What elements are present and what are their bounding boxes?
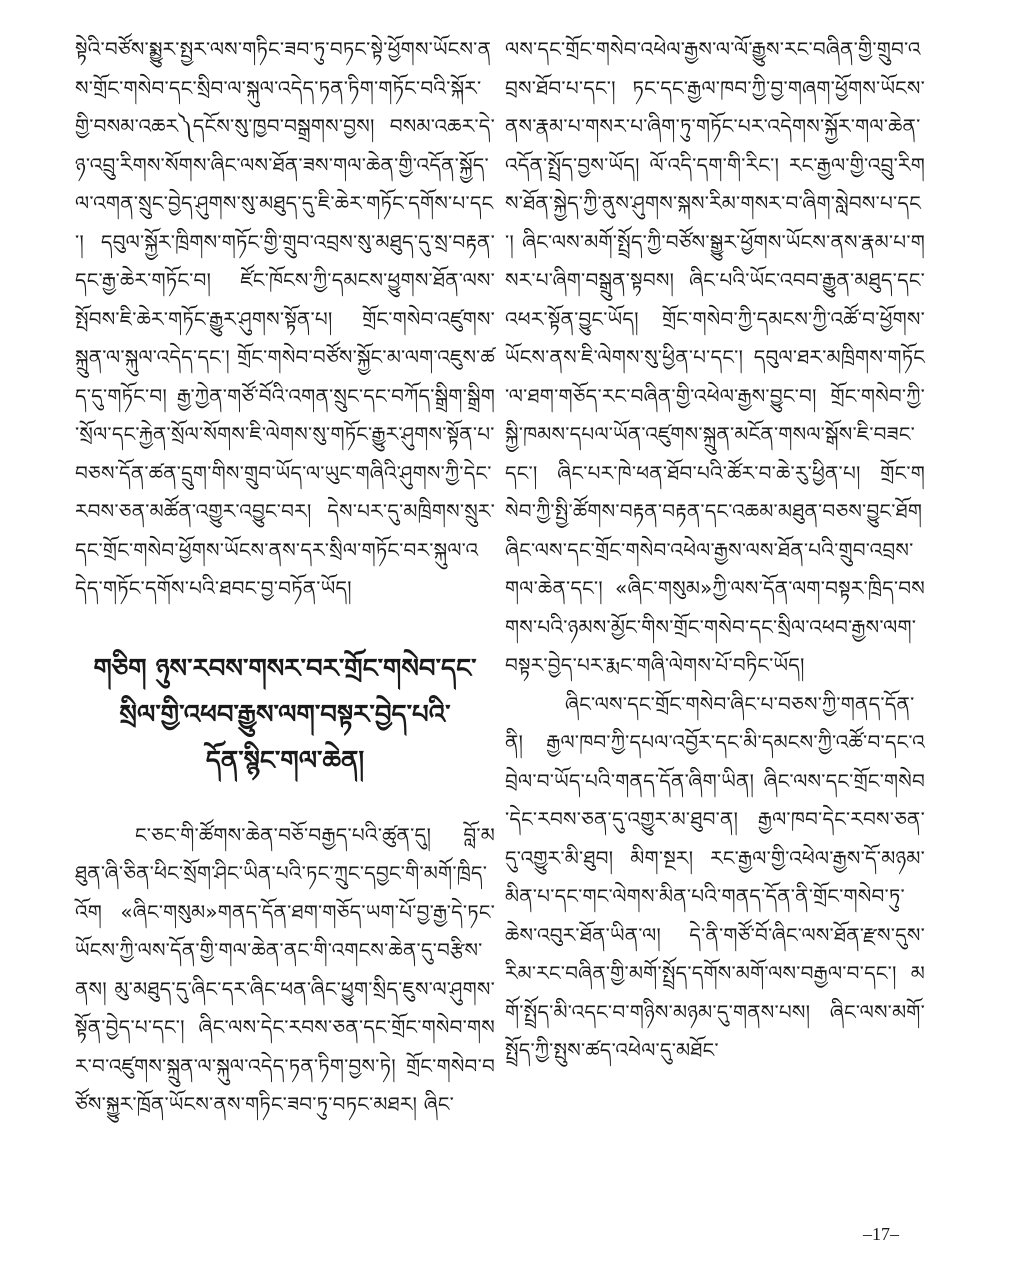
body-paragraph: ལས་དང་གྲོང་གསེབ་འཕེལ་རྒྱས་ལ་ལོ་རྒྱུས་རང་བཞིན་གྱི་གྲུབ་འབྲས་ཐོབ་པ་དང་། ཏང་དང་རྒྱལ་ཁབ་ཀྱི་བྱ་གཞག་ཕྱོགས་ཡོངས་ནས་རྣམ་པ་གསར་པ་ཞིག་ཏུ་གཏོང་པར་འདེགས་སྐྱོར་གལ་ཆེན་འདོན་སྤྲོད་བྱས་ཡོད། ལོ་འདི་དག་གི་རིང་། རང་རྒྱལ་གྱི་འབྲུ་རིགས་ཐོན་སྐྱེད་ཀྱི་ནུས་ཤུགས་སྐས་རིམ་གསར་བ་ཞིག་སླེབས་པ་དང་། ཞིང་ལས་མགོ་སྤྲོད་ཀྱི་བཙོས་སྒྱུར་ཕྱོགས་ཡོངས་ནས་རྣམ་པ་གསར་པ་ཞིག་བསྒྲུན་སྟབས། ཞིང་པའི་ཡོང་འབབ་རྒྱུན་མཐུད་དང་འཕར་སྟོན་བྱུང་ཡོད། གྲོང་གསེབ་ཀྱི་དམངས་ཀྱི་འཚོ་བ་ཕྱོགས་ཡོངས་ནས་ཇི་ལེགས་སུ་ཕྱིན་པ་དང་། དབུལ་ཐར་མཁྲིགས་གཏོང་ལ་ཐག་གཅོད་རང་བཞིན་གྱི་འཕེལ་རྒྱས་བྱུང་བ། གྲོང་གསེབ་ཀྱི་སྐྱི་ཁམས་དཔལ་ཡོན་འཛུགས་སྐྲུན་མངོན་གསལ་སྒོས་ཇི་བཟང་དང་། ཞིང་པར་ཁེ་ཕན་ཐོབ་པའི་ཚོར་བ་ཆེ་རུ་ཕྱིན་པ། གྲོང་གསེབ་ཀྱི་སྤྱི་ཚོགས་བརྟན་བརྟན་དང་འཆམ་མཐུན་བཅས་བྱུང་ཐོག ཞིང་ལས་དང་གྲོང་གསེབ་འཕེལ་རྒྱས་ལས་ཐོན་པའི་གྲུབ་འབྲས་གལ་ཆེན་དང་། «ཞིང་གསུམ»ཀྱི་ལས་དོན་ལག་བསྟར་ཁྲིད་བསགས་པའི་ཉམས་མྱོང་གིས་གྲོང་གསེབ་དང་སྲིལ་འཕབ་རྒྱས་ལག་བསྟར་བྱེད་པར་རྨང་གཞི་ལེགས་པོ་བཏིང་ཡོད། [505,37,925,677]
left-column [75,30,495,1124]
heading-line: དོན་སྙིང་གལ་ཆེན། [205,745,365,776]
section-heading [75,646,495,784]
body-paragraph: སྟེའི་བཙོས་སྨྱུར་སྤྱར་ལས་གཏིང་ཟབ་ཏུ་བཏང་སྟེ་ཕྱོགས་ཡོངས་ནས་གྲོང་གསེབ་དང་སྲིབ་ལ་སྐུལ་འདེད་ཏན་ཏིག་གཏོང་བའི་སྐོར་གྱི་བསམ་འཆར༽དངོས་སུ་ཁྱབ་བསྒྲགས་བྱས། བསམ་འཆར་དེ་ཉ་འབྲུ་རིགས་སོགས་ཞིང་ལས་ཐོན་ཟས་གལ་ཆེན་གྱི་འདོན་སྐྱོད་ལ་འགན་སྲུང་བྱེད་ཤུགས་སུ་མཐུད་དུ་ཇི་ཆེར་གཏོང་དགོས་པ་དང་། དབུལ་སྐྱོར་ཁྲིགས་གཏོང་གྱི་གྲུབ་འབྲས་སུ་མཐུད་དུ་སྲ་བརྟན་དང་རྒྱ་ཆེར་གཏོང་བ། ཛོང་ཁོངས་ཀྱི་དམངས་ཕྱུགས་ཐོན་ལས་སྤོབས་ཇི་ཆེར་གཏོང་རྒྱུར་ཤུགས་སྟོན་པ། གྲོང་གསེབ་འཛུགས་སྐྲུན་ལ་སྐུལ་འདེད་དང་། གྲོང་གསེབ་བཙོས་སྐྱོང་མ་ལག་འཇུས་ཚད་དུ་གཏོང་བ། རྒྱ་ཀྱེན་གཙོ་བོའི་འགན་སྲུང་དང་བཀོད་སྒྲིག་སྒྲིག་སྲོལ་དང་རྐྱེན་སྲོལ་སོགས་ཇི་ལེགས་སུ་གཏོང་རྒྱུར་ཤུགས་སྟོན་པ་བཅས་དོན་ཚན་དྲུག་གིས་གྲུབ་ཡོད་ལ་ཡུང་གཞིའི་ཤུགས་ཀྱི་དེང་རབས་ཅན་མཚོན་འགྱུར་འབྱུང་བར། དེས་པར་དུ་མཁྲིགས་སྲུར་དང་གྲོང་གསེབ་ཕྱོགས་ཡོངས་ནས་དར་སྲིལ་གཏོང་བར་སྐུལ་འདེད་གཏོང་དགོས་པའི་ཐབང་བྱ་བཏོན་ཡོད། [75,37,495,600]
heading-line: སྲིལ་གྱི་འཕབ་རྒྱུས་ལག་བསྟར་བྱེད་པའི་ [119,699,451,730]
body-paragraph: ཞིང་ལས་དང་གྲོང་གསེབ་ཞིང་པ་བཅས་ཀྱི་གནད་དོན་ནི། རྒྱལ་ཁབ་ཀྱི་དཔལ་འབྱོར་དང་མི་དམངས་ཀྱི་འཚོ་བ་དང་འབྲེལ་བ་ཡོད་པའི་གནད་དོན་ཞིག་ཡིན། ཞིང་ལས་དང་གྲོང་གསེབ་དེང་རབས་ཅན་དུ་འགྱུར་མ་ཐུབ་ན། རྒྱལ་ཁབ་དེང་རབས་ཅན་དུ་འགྱུར་མི་ཐུབ། མིག་སྔར། རང་རྒྱལ་གྱི་འཕེལ་རྒྱས་དོ་མཉམ་མིན་པ་དང་གང་ལེགས་མིན་པའི་གནད་དོན་ནི་གྲོང་གསེབ་ཏུ་ཆེས་འབུར་ཐོན་ཡིན་ལ། དེ་ནི་གཙོ་བོ་ཞིང་ལས་ཐོན་རྫས་དུས་རིམ་རང་བཞིན་གྱི་མགོ་སྤྲོད་དགོས་མགོ་ལས་བརྒྱལ་བ་དང་། མགོ་སྤྲོད་མི་འདང་བ་གཉིས་མཉམ་དུ་གནས་པས། ཞིང་ལས་མགོ་སྤྲོད་ཀྱི་སྤུས་ཚད་འཕེལ་དུ་མཐོང་ [505,691,925,1062]
body-paragraph: ང་ཅང་གི་ཚོགས་ཆེན་བཅོ་བརྒྱད་པའི་ཚུན་དུ། བློ་མཐུན་ཞི་ཅིན་ཕིང་སྲོག་ཤིང་ཡིན་པའི་ཏང་ཀྲུང་དབྱང་གི་མགོ་ཁྲིད་འོག «ཞིང་གསུམ»གནད་དོན་ཐག་གཅོད་ཡག་པོ་བྱ་རྒྱ་དེ་ཏང་ཡོངས་ཀྱི་ལས་དོན་གྱི་གལ་ཆེན་ནང་གི་འགངས་ཆེན་དུ་བརྩིས་ནས། མུ་མཐུད་དུ་ཞིང་དར་ཞིང་ཕན་ཞིང་ཕྱུག་སྲིད་ཇུས་ལ་ཤུགས་སྟོན་བྱེད་པ་དང་། ཞིང་ལས་དེང་རབས་ཅན་དང་གྲོང་གསེབ་གསར་བ་འཛུགས་སྐྲུན་ལ་སྐུལ་འདེད་ཏན་ཏིག་བྱས་ཏེ། གྲོང་གསེབ་བཙོས་སྐྱུར་ཁྲོན་ཡོངས་ནས་གཏིང་ཟབ་ཏུ་བཏང་མཐར། ཞིང་ [75,822,495,1116]
right-column [505,30,925,1070]
page-number: –17– [863,1224,899,1244]
heading-line: གཅིག ཉུས་རབས་གསར་བར་གྲོང་གསེབ་དང་ [93,653,477,684]
